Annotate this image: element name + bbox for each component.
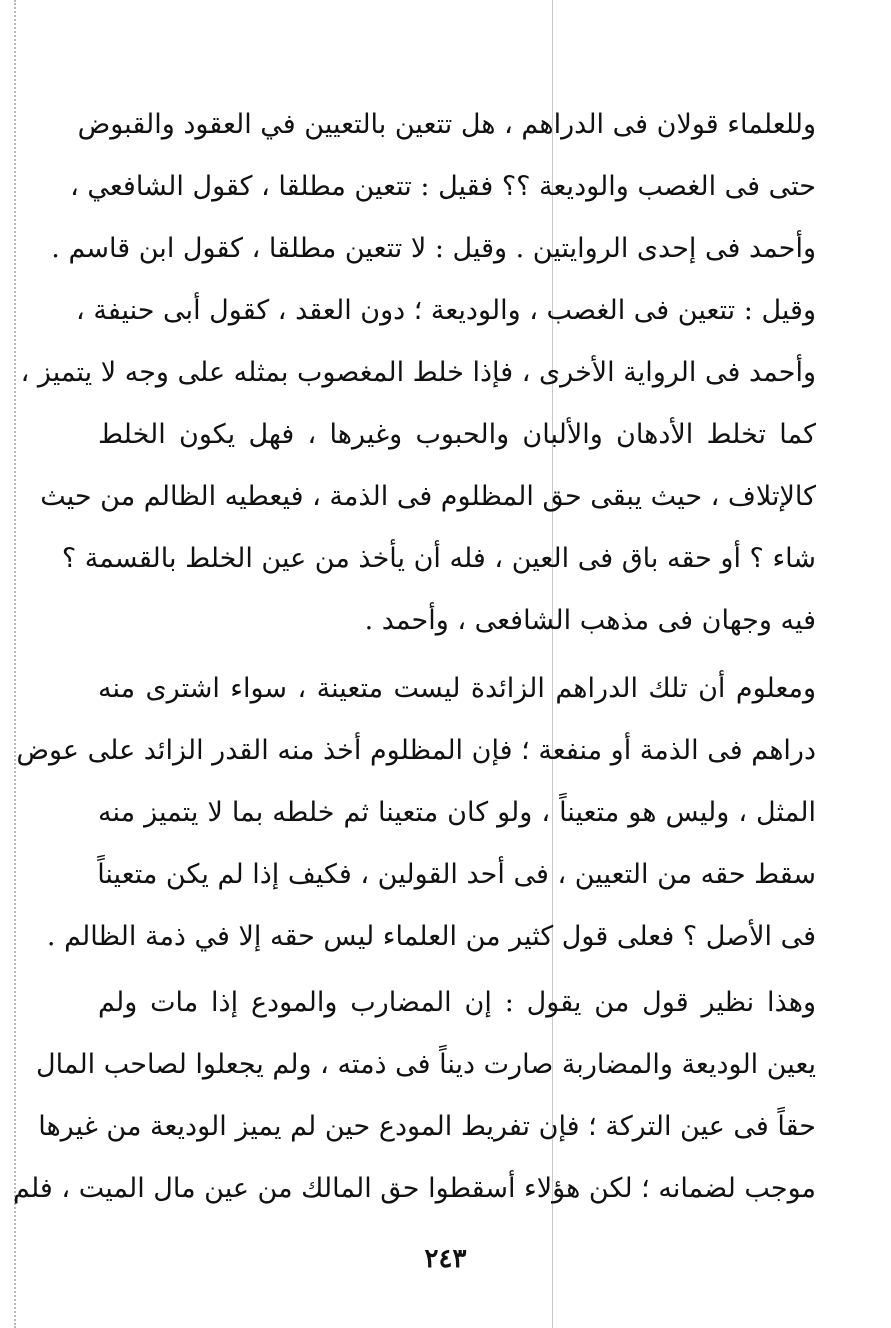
text-line: كالإتلاف ، حيث يبقى حق المظلوم فى الذمة ، فيعطيه الظالم من حيث	[40, 481, 816, 512]
text-line: كما تخلط الأدهان والألبان والحبوب وغيرها ، فهل يكون الخلط	[98, 419, 816, 450]
text-line: وأحمد فى إحدى الروايتين . وقيل : لا تتعين مطلقا ، كقول ابن قاسم .	[51, 233, 816, 264]
text-line: حتى فى الغصب والوديعة ؟؟ فقيل : تتعين مطلقا ، كقول الشافعي ،	[70, 171, 816, 202]
text-line: فى الأصل ؟ فعلى قول كثير من العلماء ليس حقه إلا في ذمة الظالم .	[46, 921, 816, 952]
text-line: فيه وجهان فى مذهب الشافعى ، وأحمد .	[364, 605, 816, 636]
text-line: دراهم فى الذمة أو منفعة ؛ فإن المظلوم أخذ منه القدر الزائد على عوض	[16, 735, 816, 766]
text-line: ومعلوم أن تلك الدراهم الزائدة ليست متعينة ، سواء اشترى منه	[98, 673, 816, 704]
text-line: يعين الوديعة والمضاربة صارت ديناً فى ذمته ، ولم يجعلوا لصاحب المال	[35, 1049, 816, 1080]
page-number: ٢٤٣	[424, 1244, 467, 1274]
text-line: حقاً فى عين التركة ؛ فإن تفريط المودع حين لم يميز الوديعة من غيرها	[38, 1111, 816, 1142]
text-line: وللعلماء قولان فى الدراهم ، هل تتعين بالتعيين في العقود والقبوض	[77, 109, 816, 140]
text-line: وهذا نظير قول من يقول : إن المضارب والمودع إذا مات ولم	[98, 987, 816, 1018]
text-line: سقط حقه من التعيين ، فى أحد القولين ، فكيف إذا لم يكن متعيناً	[97, 859, 816, 890]
text-line: وقيل : تتعين فى الغصب ، والوديعة ؛ دون العقد ، كقول أبى حنيفة ،	[76, 295, 816, 326]
text-line: وأحمد فى الرواية الأخرى ، فإذا خلط المغصوب بمثله على وجه لا يتميز ،	[20, 357, 816, 388]
text-line: موجب لضمانه ؛ لكن هؤلاء أسقطوا حق المالك من عين مال الميت ، فلم	[13, 1173, 816, 1204]
page-edge-dots	[14, 0, 16, 1328]
text-line: المثل ، وليس هو متعيناً ، ولو كان متعينا ثم خلطه بما لا يتميز منه	[98, 797, 816, 828]
paragraph-3	[13, 972, 816, 1220]
paragraph-2	[16, 658, 816, 968]
text-line: شاء ؟ أو حقه باق فى العين ، فله أن يأخذ من عين الخلط بالقسمة ؟	[61, 543, 816, 574]
paragraph-1	[20, 94, 816, 652]
